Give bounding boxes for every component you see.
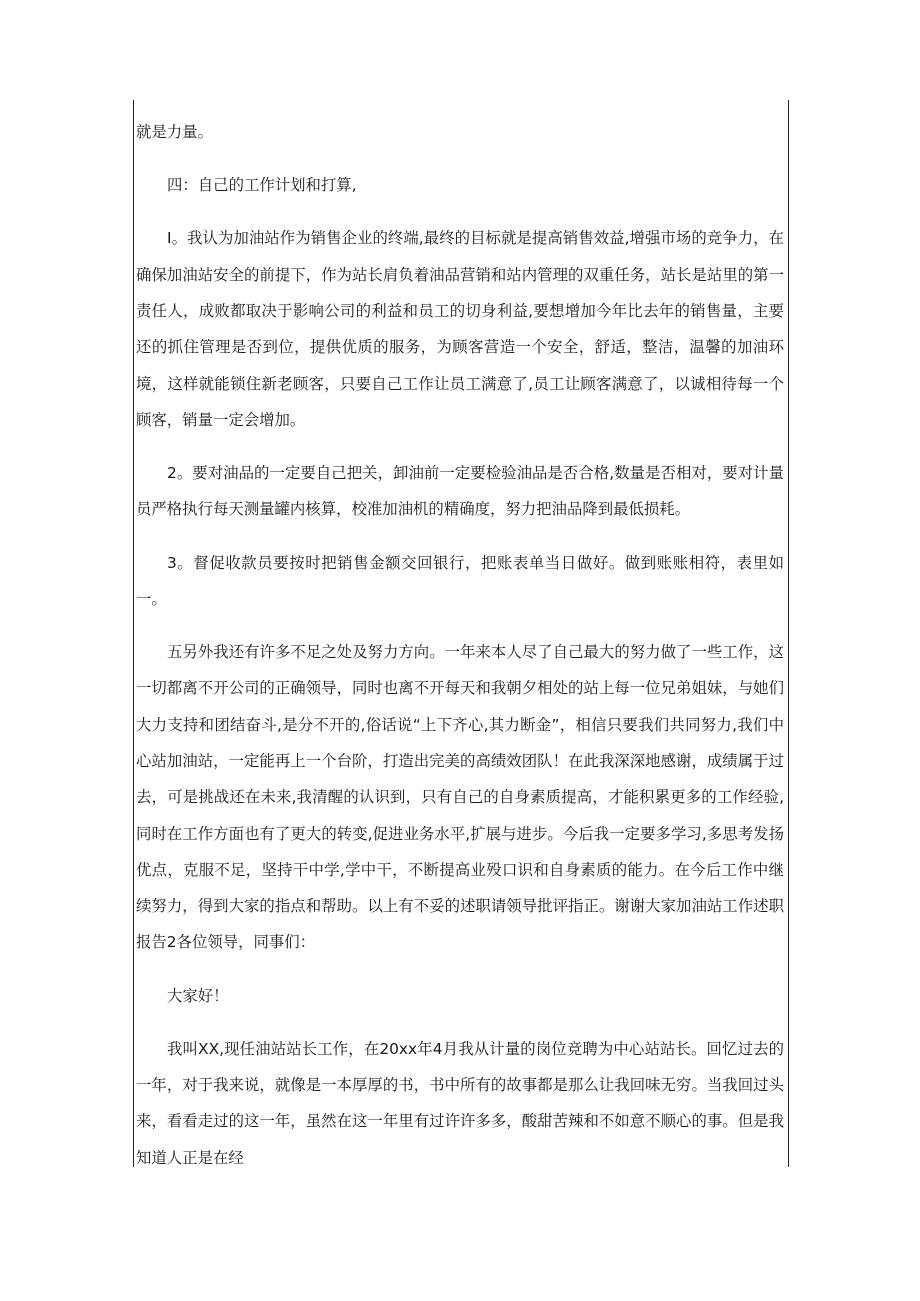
paragraph-plan-item-3: 3。督促收款员要按时把销售金额交回银行，把账表单当日做好。做到账账相符，表里如一。 xyxy=(136,553,784,608)
document-body xyxy=(136,114,784,1193)
paragraph-section-five: 五另外我还有许多不足之处及努力方向。一年来本人尽了自己最大的努力做了一些工作，这一切都离不开公司的正确领导，同时也离不开每天和我朝夕相处的站上每一位兄弟姐妹，与她们大力支持和团结奋斗,是分不开的,俗话说“上下齐心,其力断金”，相信只要我们共同努力,我们中心站加油站，一定能再上一个台阶，打造出完美的高绩效团队！在此我深深地感谢，成绩属于过去，可是挑战还在未来,我清醒的认识到，只有自己的自身素质提高，才能积累更多的工作经验,同时在工作方面也有了更大的转变,促进业务水平,扩展与进步。今后我一定要多学习,多思考发扬优点，克服不足，坚持干中学,学中干，不断提高业殁口识和自身素质的能力。在今后工作中继续努力，得到大家的指点和帮助。以上有不妥的述职请领导批评指正。谢谢大家加油站工作述职报告2各位领导，同事们： xyxy=(136,643,784,952)
paragraph-greeting: 大家好！ xyxy=(167,986,229,1005)
paragraph-plan-item-1: I。我认为加油站作为销售企业的终端,最终的目标就是提高销售效益,增强市场的竞争力，在确保加油站安全的前提下，作为站长肩负着油品营销和站内管理的双重任务，站长是站里的第一责任人，成败都取决于影响公司的利益和员工的切身利益,要想增加今年比去年的销售量，主要还的抓住管理是否到位，提供优质的服务，为顾客营造一个安全，舒适，整洁，温馨的加油环境，这样就能锁住新老顾客，只要自己工作让员工满意了,员工让顾客满意了，以诚相待每一个顾客，销量一定会增加。 xyxy=(136,229,784,429)
paragraph-plan-item-2: 2。要对油品的一定要自己把关，卸油前一定要检验油品是否合格,数量是否相对，要对计量员严格执行每天测量罐内核算，校准加油机的精确度，努力把油品降到最低损耗。 xyxy=(136,464,784,519)
paragraph-continuation: 就是力量。 xyxy=(136,123,213,141)
paragraph-section-four-heading: 四：自己的工作计划和打算, xyxy=(167,176,357,195)
left-border-line xyxy=(133,100,134,1167)
right-border-line xyxy=(788,100,789,1167)
paragraph-introduction: 我叫XX,现任油站站长工作，在20xx年4月我从计量的岗位竞聘为中心站站长。回忆过去的一年，对于我来说，就像是一本厚厚的书，书中所有的故事都是那么让我回味无穷。当我回过头来，看看走过的这一年，虽然在这一年里有过许许多多，酸甜苦辣和不如意不顺心的事。但是我知道人正是在经 xyxy=(136,1039,784,1167)
